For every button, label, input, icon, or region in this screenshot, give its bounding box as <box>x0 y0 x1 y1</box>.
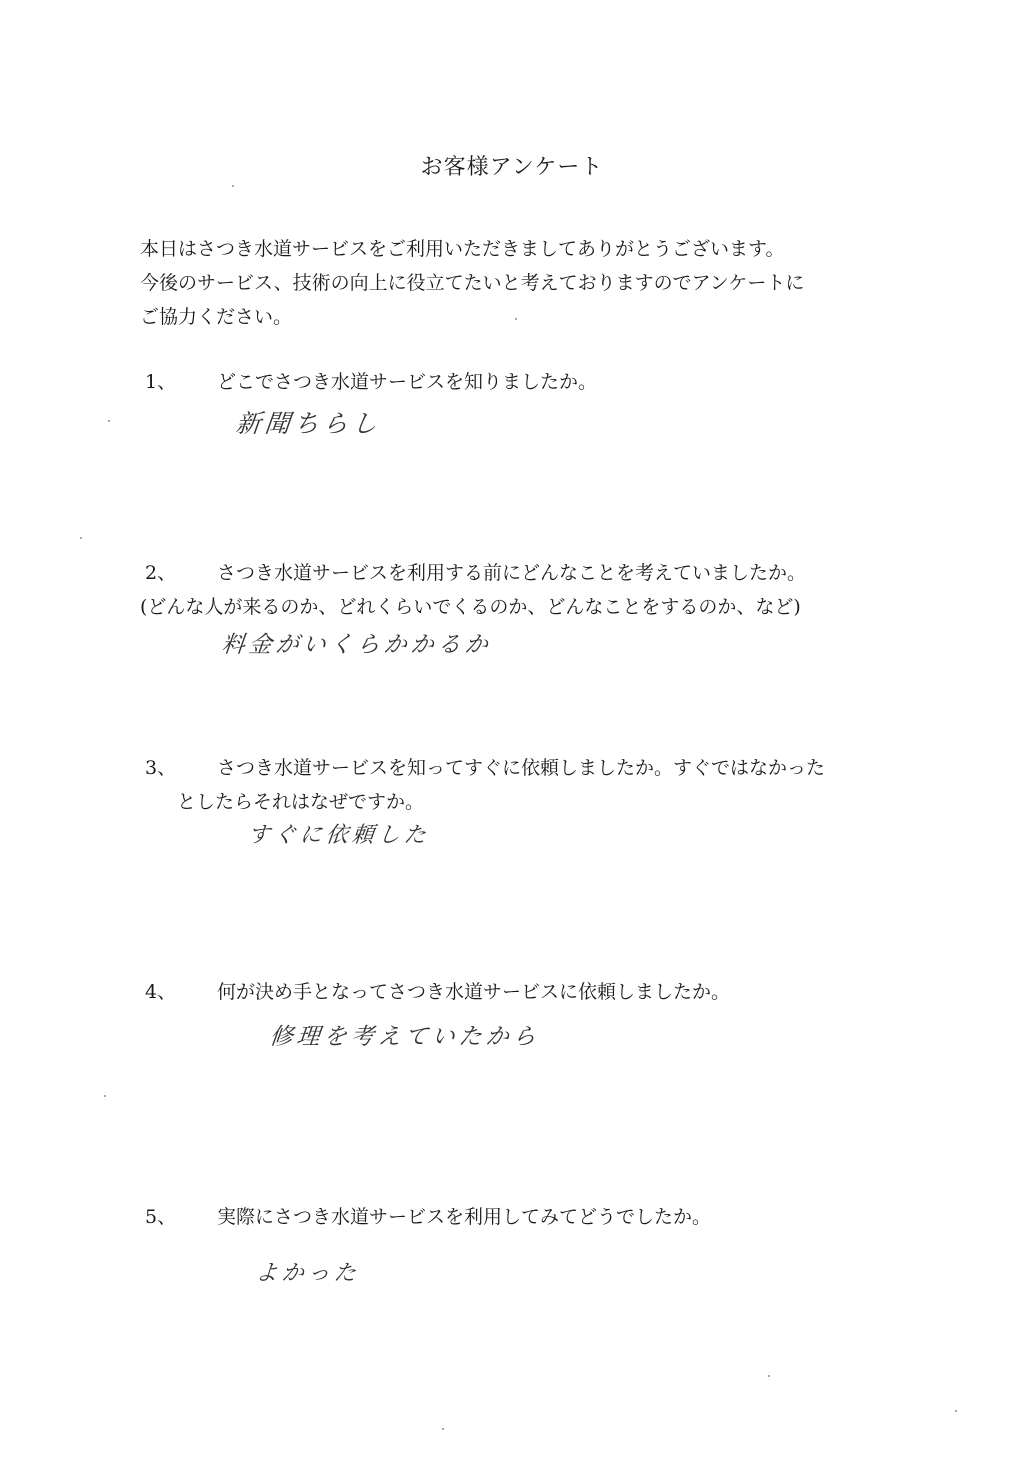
answer-5: よかった <box>254 1261 362 1286</box>
question-2 <box>140 556 905 624</box>
intro-line: ご協力ください。 <box>140 306 293 328</box>
question-4 <box>145 975 905 1009</box>
question-text: 何が決め手となってさつき水道サービスに依頼しましたか。 <box>217 981 731 1003</box>
answer-3: すぐに依頼した <box>246 823 432 848</box>
question-text-continued: としたらそれはなぜですか。 <box>177 791 425 813</box>
scan-speck <box>442 1428 444 1430</box>
scan-speck <box>80 537 82 539</box>
answer-4: 修理を考えていたから <box>268 1024 542 1050</box>
scan-speck <box>955 1410 957 1412</box>
question-3 <box>145 751 905 819</box>
question-number: 3、 <box>145 757 177 779</box>
question-number: 2、 <box>145 562 177 584</box>
scan-speck <box>768 1375 770 1377</box>
question-text: さつき水道サービスを知ってすぐに依頼しましたか。すぐではなかった <box>217 757 826 779</box>
question-text: どこでさつき水道サービスを知りましたか。 <box>217 371 598 393</box>
intro-paragraph <box>140 232 920 334</box>
question-number: 4、 <box>145 981 177 1003</box>
question-number: 5、 <box>145 1206 177 1228</box>
answer-2: 料金がいくらかかるか <box>220 632 494 658</box>
question-number: 1、 <box>145 371 177 393</box>
page-title: お客様アンケート <box>420 155 604 180</box>
intro-line: 今後のサービス、技術の向上に役立てたいと考えておりますのでアンケートに <box>140 272 805 294</box>
question-subtext: (どんな人が来るのか、どれくらいでくるのか、どんなことをするのか、など) <box>140 596 801 618</box>
question-1 <box>145 365 905 399</box>
question-5 <box>145 1200 905 1234</box>
question-text: さつき水道サービスを利用する前にどんなことを考えていましたか。 <box>217 562 807 584</box>
scan-speck <box>232 185 234 187</box>
scan-speck <box>104 1095 106 1097</box>
intro-line: 本日はさつき水道サービスをご利用いただきましてありがとうございます。 <box>140 238 785 260</box>
answer-1: 新聞ちらし <box>234 409 383 438</box>
scan-speck <box>515 318 517 320</box>
question-text: 実際にさつき水道サービスを利用してみてどうでしたか。 <box>217 1206 712 1228</box>
scan-speck <box>108 420 110 422</box>
